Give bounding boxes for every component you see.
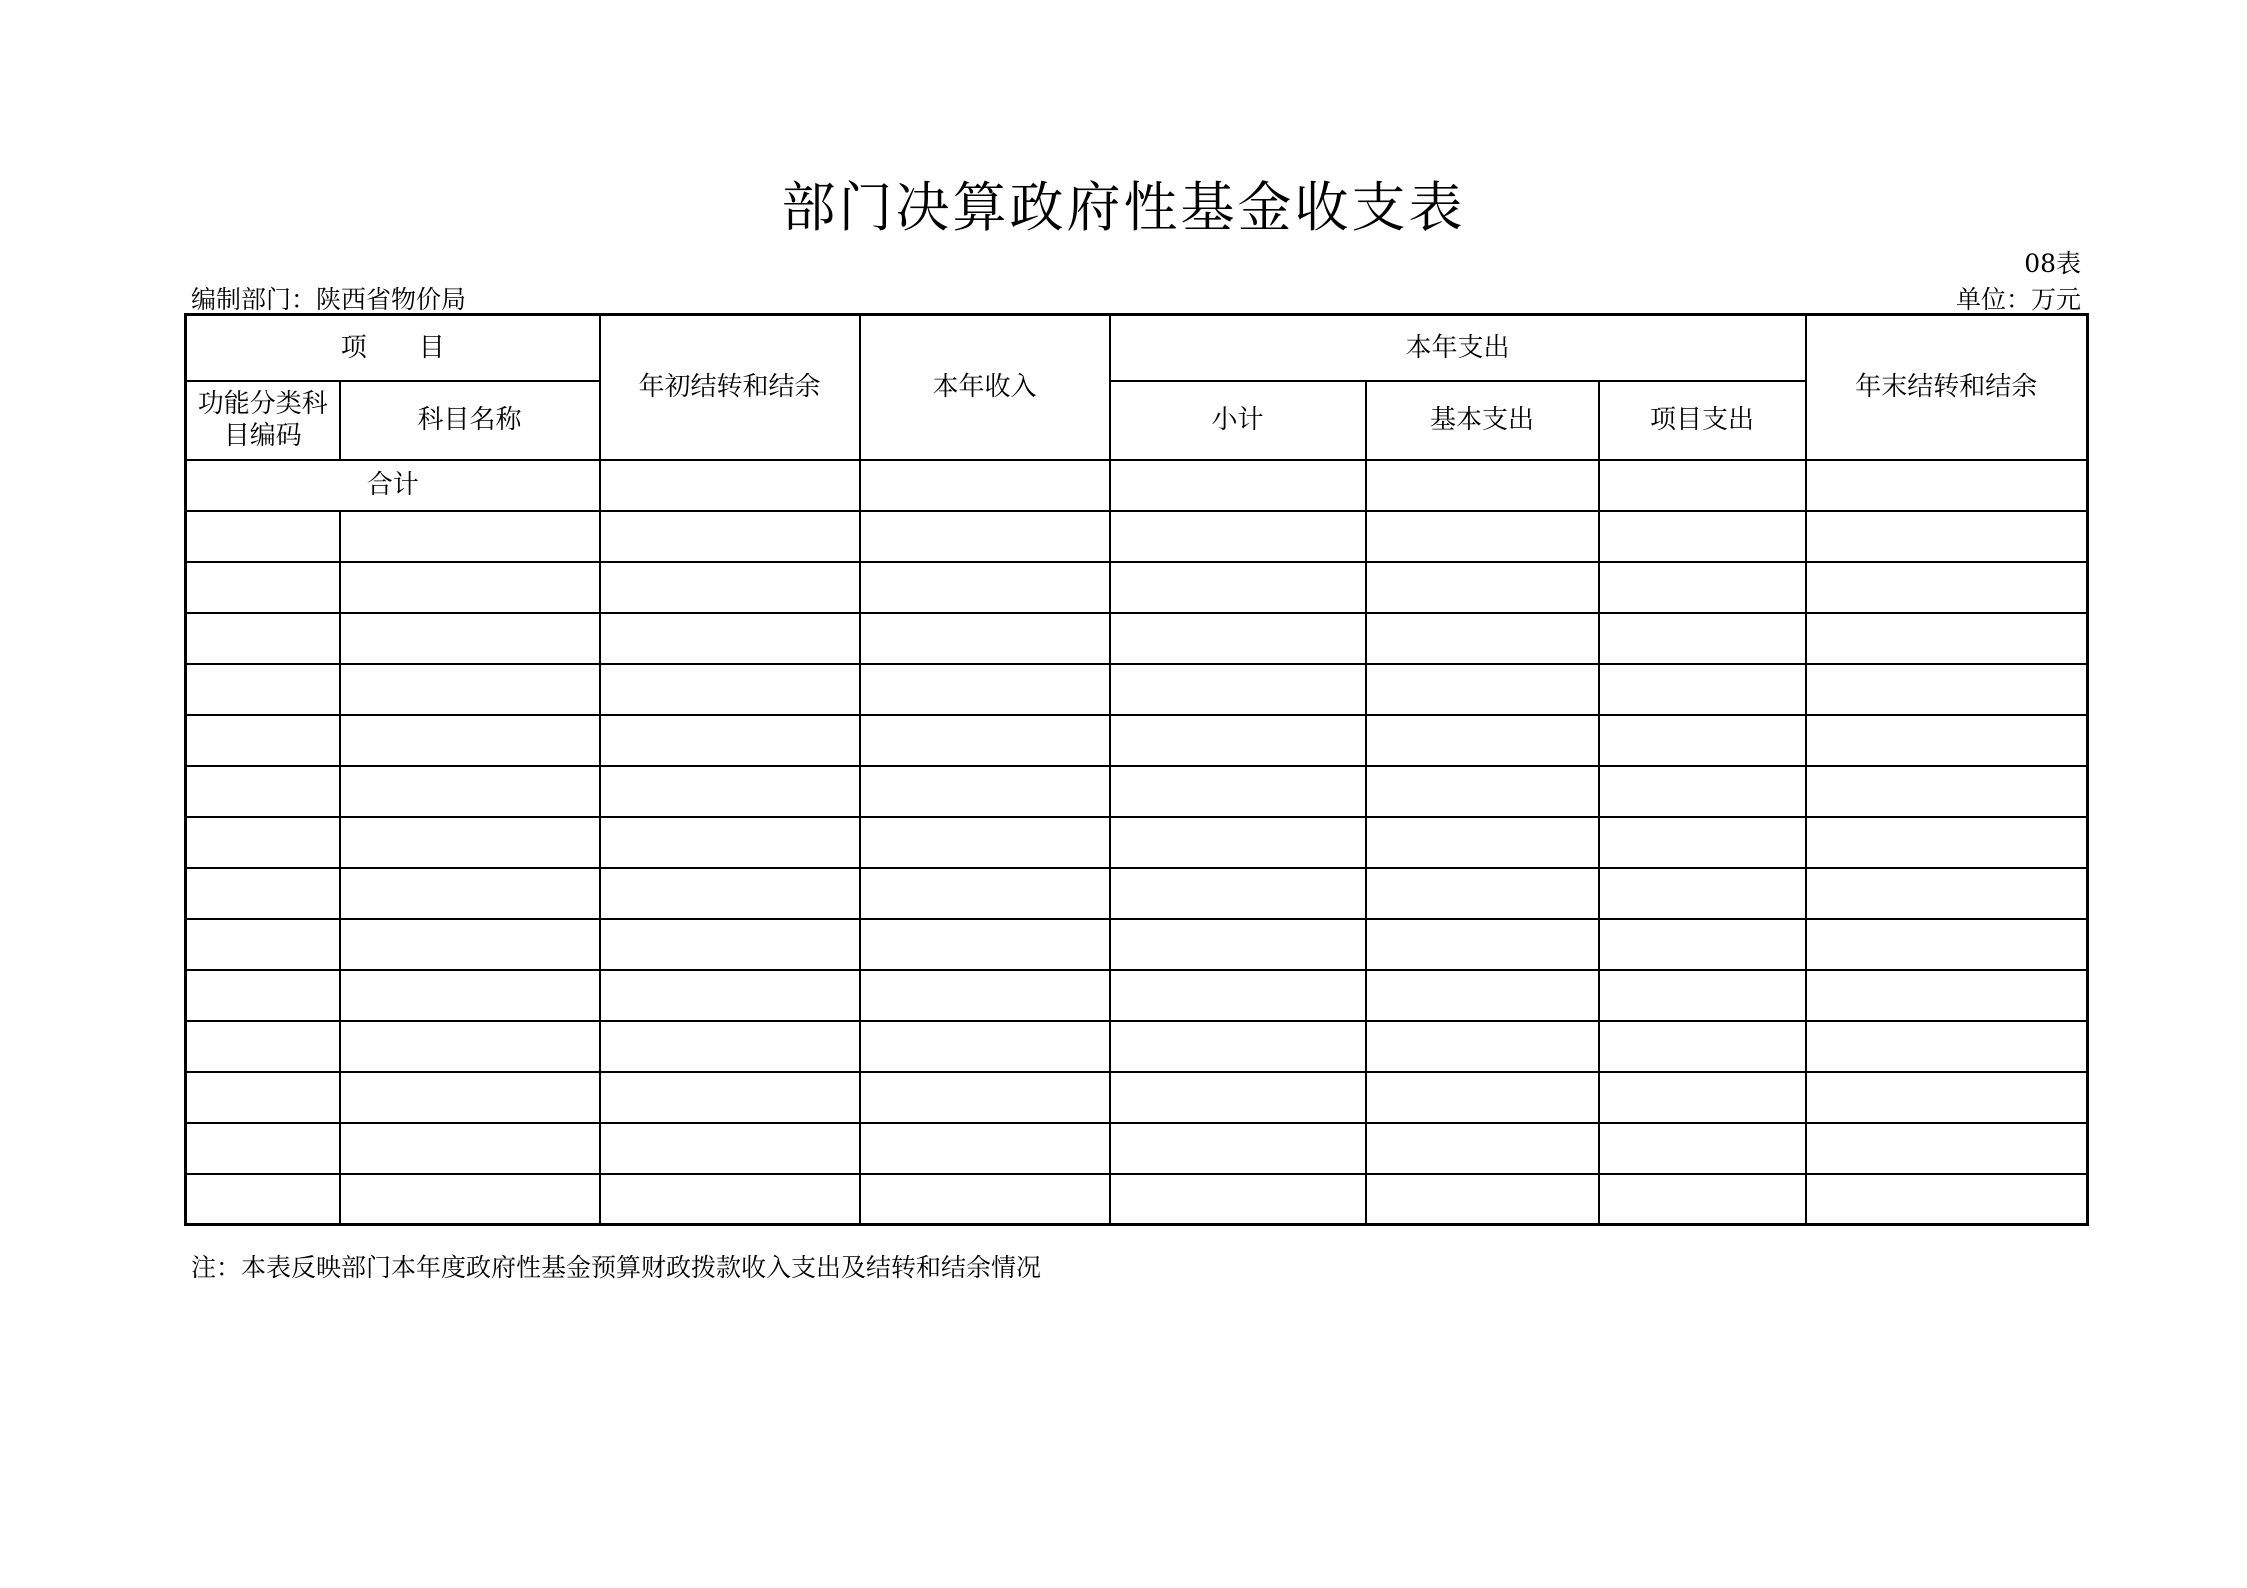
name-cell — [340, 919, 600, 970]
begin-balance-cell — [600, 1021, 860, 1072]
header-end-balance: 年末结转和结余 — [1806, 315, 2088, 460]
project-cell — [1599, 613, 1806, 664]
begin-balance-cell — [600, 1072, 860, 1123]
project-cell — [1599, 1021, 1806, 1072]
end-balance-cell — [1806, 715, 2088, 766]
total-project — [1599, 460, 1806, 511]
table-row — [186, 1123, 2088, 1174]
header-row-2 — [186, 381, 2088, 460]
income-cell — [860, 562, 1110, 613]
income-cell — [860, 511, 1110, 562]
subtotal-cell — [1110, 919, 1366, 970]
header-basic: 基本支出 — [1366, 381, 1599, 460]
begin-balance-cell — [600, 715, 860, 766]
code-cell — [186, 766, 340, 817]
end-balance-cell — [1806, 1123, 2088, 1174]
table-row — [186, 766, 2088, 817]
code-cell — [186, 1123, 340, 1174]
income-cell — [860, 919, 1110, 970]
end-balance-cell — [1806, 766, 2088, 817]
end-balance-cell — [1806, 1072, 2088, 1123]
name-cell — [340, 766, 600, 817]
table-row — [186, 562, 2088, 613]
table-row — [186, 511, 2088, 562]
begin-balance-cell — [600, 766, 860, 817]
code-cell — [186, 919, 340, 970]
basic-cell — [1366, 511, 1599, 562]
footnote: 注：本表反映部门本年度政府性基金预算财政拨款收入支出及结转和结余情况 — [191, 1253, 1042, 1282]
header-income: 本年收入 — [860, 315, 1110, 460]
begin-balance-cell — [600, 664, 860, 715]
end-balance-cell — [1806, 562, 2088, 613]
end-balance-cell — [1806, 1174, 2088, 1225]
income-cell — [860, 970, 1110, 1021]
table-row — [186, 919, 2088, 970]
income-cell — [860, 766, 1110, 817]
project-cell — [1599, 562, 1806, 613]
project-cell — [1599, 919, 1806, 970]
code-cell — [186, 1021, 340, 1072]
name-cell — [340, 562, 600, 613]
project-cell — [1599, 511, 1806, 562]
name-cell — [340, 1072, 600, 1123]
total-basic — [1366, 460, 1599, 511]
name-cell — [340, 715, 600, 766]
page-title: 部门决算政府性基金收支表 — [781, 176, 1466, 239]
budget-table — [184, 313, 2089, 1226]
table-row — [186, 664, 2088, 715]
table-row — [186, 1021, 2088, 1072]
income-cell — [860, 613, 1110, 664]
project-cell — [1599, 715, 1806, 766]
end-balance-cell — [1806, 511, 2088, 562]
form-number: 08表 — [2024, 249, 2081, 278]
subtotal-cell — [1110, 817, 1366, 868]
code-cell — [186, 817, 340, 868]
header-item: 项 目 — [186, 315, 600, 381]
project-cell — [1599, 1123, 1806, 1174]
name-cell — [340, 868, 600, 919]
end-balance-cell — [1806, 919, 2088, 970]
code-cell — [186, 1072, 340, 1123]
begin-balance-cell — [600, 613, 860, 664]
project-cell — [1599, 868, 1806, 919]
basic-cell — [1366, 664, 1599, 715]
table-row — [186, 970, 2088, 1021]
code-cell — [186, 868, 340, 919]
subtotal-cell — [1110, 664, 1366, 715]
begin-balance-cell — [600, 970, 860, 1021]
code-cell — [186, 715, 340, 766]
project-cell — [1599, 1072, 1806, 1123]
code-cell — [186, 664, 340, 715]
end-balance-cell — [1806, 817, 2088, 868]
department-label: 编制部门：陕西省物价局 — [191, 285, 467, 314]
basic-cell — [1366, 766, 1599, 817]
name-cell — [340, 1174, 600, 1225]
name-cell — [340, 511, 600, 562]
begin-balance-cell — [600, 1174, 860, 1225]
end-balance-cell — [1806, 613, 2088, 664]
name-cell — [340, 1021, 600, 1072]
code-cell — [186, 970, 340, 1021]
total-end-balance — [1806, 460, 2088, 511]
name-cell — [340, 664, 600, 715]
total-income — [860, 460, 1110, 511]
subtotal-cell — [1110, 1123, 1366, 1174]
table-row — [186, 1072, 2088, 1123]
subtotal-cell — [1110, 715, 1366, 766]
subtotal-cell — [1110, 1072, 1366, 1123]
table-row — [186, 1174, 2088, 1225]
header-begin-balance: 年初结转和结余 — [600, 315, 860, 460]
basic-cell — [1366, 562, 1599, 613]
income-cell — [860, 715, 1110, 766]
code-cell — [186, 1174, 340, 1225]
total-begin-balance — [600, 460, 860, 511]
end-balance-cell — [1806, 970, 2088, 1021]
table-row — [186, 715, 2088, 766]
begin-balance-cell — [600, 562, 860, 613]
end-balance-cell — [1806, 868, 2088, 919]
total-row — [186, 460, 2088, 511]
table-row — [186, 613, 2088, 664]
begin-balance-cell — [600, 1123, 860, 1174]
basic-cell — [1366, 1174, 1599, 1225]
basic-cell — [1366, 613, 1599, 664]
income-cell — [860, 1174, 1110, 1225]
basic-cell — [1366, 817, 1599, 868]
subtotal-cell — [1110, 562, 1366, 613]
basic-cell — [1366, 1021, 1599, 1072]
project-cell — [1599, 664, 1806, 715]
header-subtotal: 小计 — [1110, 381, 1366, 460]
begin-balance-cell — [600, 919, 860, 970]
basic-cell — [1366, 715, 1599, 766]
name-cell — [340, 613, 600, 664]
basic-cell — [1366, 868, 1599, 919]
subtotal-cell — [1110, 1174, 1366, 1225]
subtotal-cell — [1110, 868, 1366, 919]
total-label: 合计 — [186, 460, 600, 511]
project-cell — [1599, 970, 1806, 1021]
income-cell — [860, 1021, 1110, 1072]
basic-cell — [1366, 919, 1599, 970]
subtotal-cell — [1110, 511, 1366, 562]
begin-balance-cell — [600, 511, 860, 562]
code-cell — [186, 511, 340, 562]
income-cell — [860, 664, 1110, 715]
code-cell — [186, 562, 340, 613]
name-cell — [340, 970, 600, 1021]
basic-cell — [1366, 970, 1599, 1021]
header-name: 科目名称 — [340, 381, 600, 460]
header-project: 项目支出 — [1599, 381, 1806, 460]
header-code: 功能分类科目编码 — [186, 381, 340, 460]
end-balance-cell — [1806, 1021, 2088, 1072]
unit-label: 单位：万元 — [1955, 285, 2081, 314]
header-row-1 — [186, 315, 2088, 381]
subtotal-cell — [1110, 766, 1366, 817]
begin-balance-cell — [600, 817, 860, 868]
header-expenditure: 本年支出 — [1110, 315, 1806, 381]
basic-cell — [1366, 1123, 1599, 1174]
table-row — [186, 817, 2088, 868]
income-cell — [860, 868, 1110, 919]
subtotal-cell — [1110, 970, 1366, 1021]
project-cell — [1599, 766, 1806, 817]
total-subtotal — [1110, 460, 1366, 511]
income-cell — [860, 1123, 1110, 1174]
name-cell — [340, 1123, 600, 1174]
code-cell — [186, 613, 340, 664]
income-cell — [860, 817, 1110, 868]
project-cell — [1599, 1174, 1806, 1225]
subtotal-cell — [1110, 613, 1366, 664]
income-cell — [860, 1072, 1110, 1123]
basic-cell — [1366, 1072, 1599, 1123]
end-balance-cell — [1806, 664, 2088, 715]
subtotal-cell — [1110, 1021, 1366, 1072]
name-cell — [340, 817, 600, 868]
begin-balance-cell — [600, 868, 860, 919]
table-row — [186, 868, 2088, 919]
project-cell — [1599, 817, 1806, 868]
